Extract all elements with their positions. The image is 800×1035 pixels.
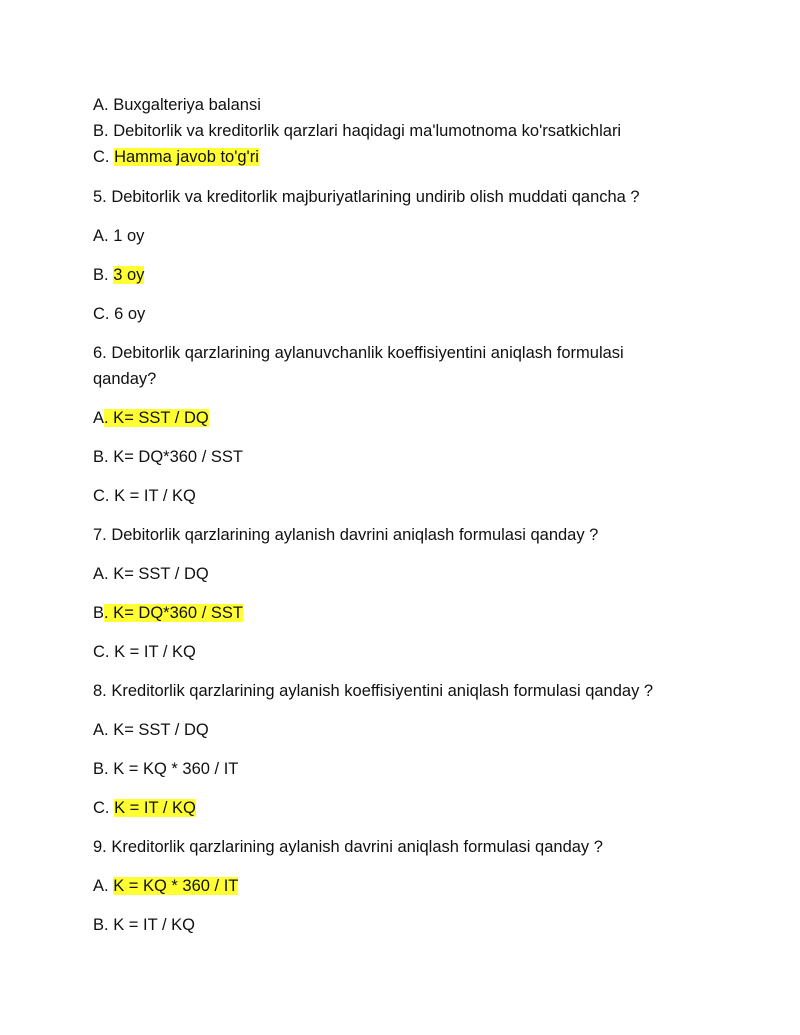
option-prefix: C. — [93, 487, 115, 505]
document-page — [93, 92, 733, 938]
option-line — [93, 301, 733, 327]
option-text: K= DQ*360 / SST — [113, 448, 243, 466]
option-line — [93, 561, 733, 587]
option-prefix: A. — [93, 96, 114, 114]
option-text: Buxgalteriya balansi — [113, 96, 261, 114]
option-line — [93, 118, 733, 144]
option-line — [93, 600, 733, 626]
option-text: K = IT / KQ — [114, 643, 196, 661]
option-line — [93, 144, 733, 170]
option-line — [93, 483, 733, 509]
option-line — [93, 262, 733, 288]
question-text: 5. Debitorlik va kreditorlik majburiyatlarining undirib olish muddati qancha ? — [93, 188, 640, 206]
highlighted-answer: Hamma javob to'g'ri — [114, 148, 259, 166]
option-prefix: B. — [93, 266, 114, 284]
option-prefix: B. — [93, 760, 114, 778]
option-text: K = IT / KQ — [114, 487, 196, 505]
option-text: Debitorlik va kreditorlik qarzlari haqidagi ma'lumotnoma ko'rsatkichlari — [113, 122, 622, 140]
option-prefix: B. — [93, 916, 114, 934]
option-prefix: A. — [93, 565, 114, 583]
option-prefix: C. — [93, 799, 115, 817]
option-line — [93, 405, 733, 431]
question-line — [93, 522, 733, 548]
option-text: K = KQ * 360 / IT — [113, 760, 239, 778]
option-prefix: A. — [93, 721, 114, 739]
option-prefix: C. — [93, 643, 115, 661]
option-prefix: A. — [93, 877, 114, 895]
question-line — [93, 834, 733, 860]
question-line — [93, 340, 653, 392]
highlighted-answer: 3 oy — [113, 266, 145, 284]
option-line — [93, 912, 733, 938]
highlighted-answer: . K= DQ*360 / SST — [104, 604, 243, 622]
option-prefix: A. — [93, 227, 114, 245]
option-text: K= SST / DQ — [113, 721, 209, 739]
option-prefix: C. — [93, 148, 115, 166]
question-text: 7. Debitorlik qarzlarining aylanish davrini aniqlash formulasi qanday ? — [93, 526, 599, 544]
option-text: K = IT / KQ — [113, 916, 195, 934]
option-line — [93, 717, 733, 743]
question-line — [93, 678, 733, 704]
option-line — [93, 92, 733, 118]
option-prefix: C. — [93, 305, 115, 323]
highlighted-answer: K = KQ * 360 / IT — [113, 877, 239, 895]
option-text: 1 oy — [113, 227, 145, 245]
highlighted-answer: . K= SST / DQ — [104, 409, 209, 427]
option-line — [93, 223, 733, 249]
question-text: 8. Kreditorlik qarzlarining aylanish koeffisiyentini aniqlash formulasi qanday ? — [93, 682, 654, 700]
option-line — [93, 795, 733, 821]
option-text: K= SST / DQ — [113, 565, 209, 583]
option-prefix: B — [93, 604, 105, 622]
option-line — [93, 444, 733, 470]
question-text: 6. Debitorlik qarzlarining aylanuvchanlik koeffisiyentini aniqlash formulasi qanday? — [93, 344, 624, 388]
option-line — [93, 639, 733, 665]
option-prefix: A — [93, 409, 105, 427]
option-prefix: B. — [93, 122, 114, 140]
highlighted-answer: K = IT / KQ — [114, 799, 196, 817]
option-text: 6 oy — [114, 305, 146, 323]
option-line — [93, 873, 733, 899]
question-text: 9. Kreditorlik qarzlarining aylanish davrini aniqlash formulasi qanday ? — [93, 838, 603, 856]
option-prefix: B. — [93, 448, 114, 466]
question-line — [93, 184, 733, 210]
option-line — [93, 756, 733, 782]
